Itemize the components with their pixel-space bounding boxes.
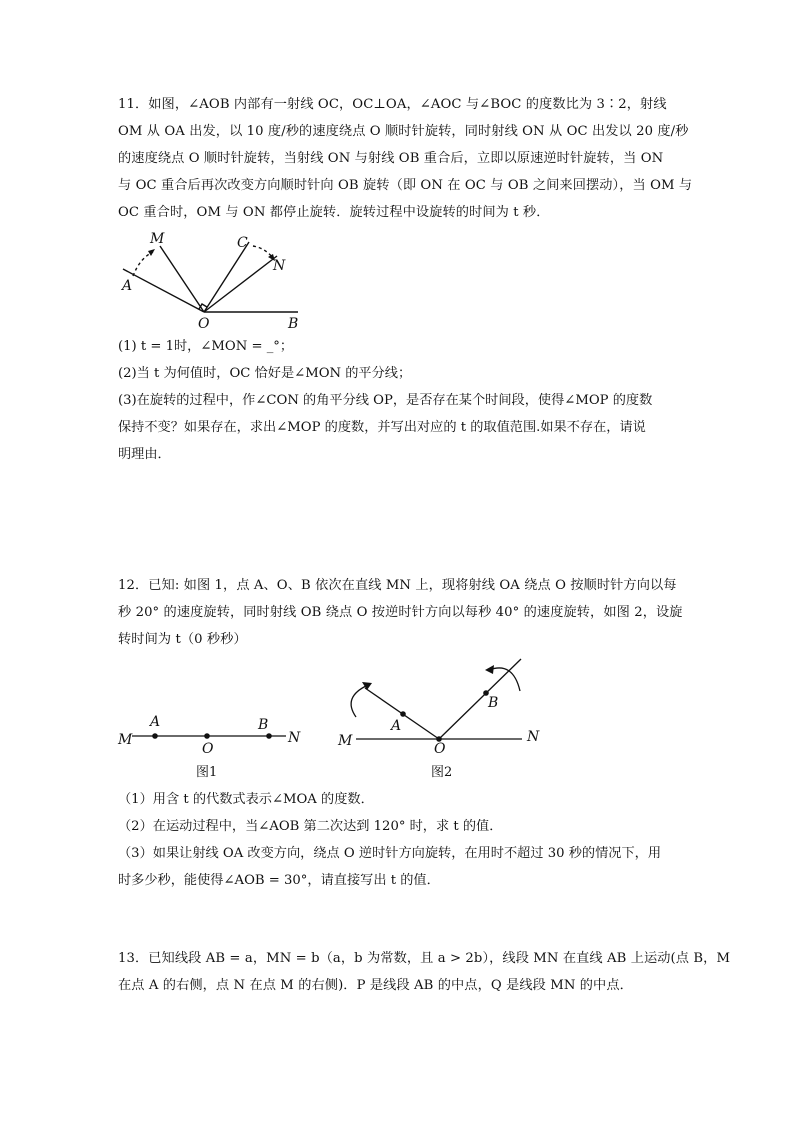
- fig1-caption: 图1: [196, 765, 218, 780]
- label-m: M: [150, 231, 165, 247]
- q11-sub-3-line-3: 明理由．: [118, 447, 171, 462]
- ray-oa: [123, 269, 204, 312]
- label-n: N: [273, 258, 286, 274]
- q11-line-2: OM 从 OA 出发，以 10 度/秒的速度绕点 O 顺时针旋转，同时射线 ON 从 OC 出发以 20 度/秒: [118, 124, 689, 139]
- q13-line-1: 13．已知线段 AB = a，MN = b（a，b 为常数，且 a > 2b），线段 MN 在直线 AB 上运动(点 B，M: [118, 951, 731, 966]
- point-b: [266, 733, 272, 739]
- q12-line-2: 秒 20° 的速度旋转，同时射线 OB 绕点 O 按逆时针方向以每秒 40° 的速度旋转，如图 2，设旋: [118, 605, 683, 620]
- q11-line-5: OC 重合时，OM 与 ON 都停止旋转．旋转过程中设旋转的时间为 t 秒．: [118, 205, 550, 220]
- arrowhead-m: [148, 249, 155, 256]
- label-c: C: [237, 235, 248, 251]
- fig2-arrowhead-a: [362, 682, 372, 690]
- fig2-caption: 图2: [431, 765, 453, 780]
- q11-sub-3-line-1: (3)在旋转的过程中，作∠CON 的角平分线 OP，是否存在某个时间段，使得∠MOP 的度数: [118, 393, 653, 408]
- q12-sub-3-line-2: 时多少秒，能使得∠AOB = 30°，请直接写出 t 的值．: [118, 873, 440, 888]
- rotation-arrow-m: [133, 252, 153, 276]
- fig2-arrow-b: [489, 668, 520, 691]
- fig1-label-a: A: [150, 714, 161, 730]
- fig2-label-b: B: [488, 695, 499, 711]
- fig1-label-o: O: [202, 741, 214, 757]
- ray-om: [160, 246, 204, 312]
- q11-sub-2: (2)当 t 为何值时，OC 恰好是∠MON 的平分线；: [118, 366, 412, 381]
- q11-line-1: 11．如图，∠AOB 内部有一射线 OC，OC⊥OA，∠AOC 与∠BOC 的度数比为 3∶2，射线: [118, 97, 667, 112]
- q12-sub-2: （2）在运动过程中，当∠AOB 第二次达到 120° 时，求 t 的值．: [118, 819, 503, 834]
- q11-line-4: 与 OC 重合后再次改变方向顺时针向 OB 旋转（即 ON 在 OC 与 OB 之间来回摆动），当 OM 与: [118, 178, 693, 193]
- q11-line-3: 的速度绕点 O 顺时针旋转，当射线 ON 与射线 OB 重合后，立即以原速逆时针旋转，当 ON: [118, 151, 664, 166]
- q11-figure: [110, 228, 320, 333]
- q13-line-2: 在点 A 的右侧，点 N 在点 M 的右侧)．P 是线段 AB 的中点，Q 是线段 MN 的中点．: [118, 978, 633, 993]
- ray-oc: [204, 242, 249, 312]
- label-o: O: [198, 316, 210, 332]
- q12-figure-1: [110, 712, 310, 782]
- fig2-arrow-a: [351, 685, 368, 717]
- q12-line-3: 转时间为 t（0 秒秒）: [118, 632, 247, 647]
- q12-sub-3-line-1: （3）如果让射线 OA 改变方向，绕点 O 逆时针方向旋转，在用时不超过 30 秒的情况下，用: [118, 846, 662, 861]
- fig1-label-m: M: [118, 732, 133, 748]
- q11-sub-1: (1) t = 1时，∠MON = _°；: [118, 339, 294, 354]
- fig1-label-b: B: [258, 717, 269, 733]
- q12-line-1: 12．已知: 如图 1，点 A、O、B 依次在直线 MN 上，现将射线 OA 绕点 O 按顺时针方向以每: [118, 578, 677, 593]
- point-o: [204, 733, 210, 739]
- ray-on: [204, 256, 277, 312]
- point-a: [152, 733, 158, 739]
- q12-sub-1: （1）用含 t 的代数式表示∠MOA 的度数．: [118, 792, 374, 807]
- fig2-label-m: M: [338, 733, 353, 749]
- fig1-label-n: N: [288, 730, 301, 746]
- label-a: A: [122, 278, 133, 294]
- label-b: B: [288, 316, 299, 332]
- fig2-label-n: N: [527, 729, 540, 745]
- fig2-label-o: O: [434, 741, 446, 757]
- fig2-point-a: [400, 711, 406, 717]
- q11-sub-3-line-2: 保持不变？如果存在，求出∠MOP 的度数，并写出对应的 t 的取值范围.如果不存在，请说: [118, 420, 646, 435]
- fig2-arrowhead-b: [485, 665, 494, 674]
- fig2-label-a: A: [391, 718, 402, 734]
- q12-figure-2: [330, 655, 550, 785]
